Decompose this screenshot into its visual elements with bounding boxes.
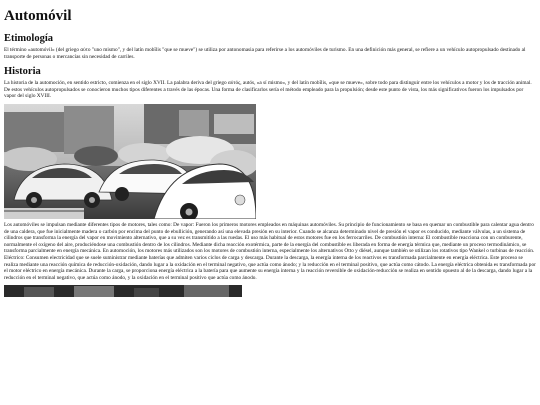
page-title: Automóvil xyxy=(4,8,72,24)
section-heading-etimologia: Etimología xyxy=(4,33,53,44)
vintage-cars-photo xyxy=(4,104,256,219)
motores-paragraph: Los automóviles se impulsan mediante diferentes tipos de motores, tales como: De vapor: Fueron los primeros motores empleados en máquinas automóviles. Su principio de funcionamiento se basa en quemar un combustible para calentar agua dentro de una caldera, que fue inicialmente madera o carbón por encima del punto de ebullición, generando así una elevada presión en su interior. Cuando se alcanza determinado nivel de presión el vapor es conducido, mediante válvulas, a un sistema de cilindros que transforma la energía del vapor en movimiento alternativo, que a su vez es transmitido a las ruedas. El uso más habitual de estos motores fue en los ferrocarriles. De combustión interna: El combustible reacciona con un comburente, normalmente el oxígeno del aire, produciéndose una combustión dentro de los cilindros. Mediante dicha reacción exotérmica, parte de la energía del combustible es liberada en forma de energía térmica que, mediante un proceso termodinámico, se transforma parcialmente en energía mecánica. En automoción, los motores más utilizados son los motores de combustión interna, especialmente los alternativos Otto y diésel, aunque también se utilizan los rotativos tipo Wankel o turbinas de reacción. Eléctrico: Consumen electricidad que se suele suministrar mediante baterías que admiten varios ciclos de carga y descarga. Durante la descarga, la energía interna de los reactivos es transformada parcialmente en energía eléctrica. Este proceso se realiza mediante una reacción química de reducción-oxidación, dando lugar a la oxidación en el terminal negativo, que actúa como ánodo; y la reducción en el terminal positivo, que actúa como cátodo. La energía eléctrica obtenida es transformada por el motor eléctrico en energía mecánica. Durante la carga, se proporciona energía eléctrica a la batería para que aumente su energía interna y la reacción reversible de oxidación-reducción se realiza en sentido opuesto al de la descarga, dando lugar a la reducción en el terminal negativo, que actúa como ánodo, y la oxidación en el terminal positivo que actúa como ánodo. xyxy=(4,221,536,281)
second-photo xyxy=(4,285,242,297)
section-heading-historia: Historia xyxy=(4,66,41,78)
etimologia-paragraph: El término «automóvil» (del griego αὐτο "uno mismo", y del latín mobĭlis "que se mueve") se utiliza por antonomasia para referirse a los automóviles de turismo. En una definición más general, se refiere a un vehículo autopropulsado destinado al transporte de personas o mercancías sin necesidad de carriles. xyxy=(4,47,526,60)
historia-paragraph: La historia de la automoción, en sentido estricto, comienza en el siglo XVII. La palabra deriva del griego αὐτός, autós, «a sí mismo», y del latín mobĭlis, «que se mueve», sobre todo para distinguir entre los vehículos a motor y los de tracción animal. De estos vehículos autopropulsados se conocieron muchos tipos diferentes a través de las épocas. Una forma de clasificarlos sería el método empleado para la propulsión; desde este punto de vista, los más significativos fueron los impulsados por vapor del siglo XVIII. xyxy=(4,80,532,100)
